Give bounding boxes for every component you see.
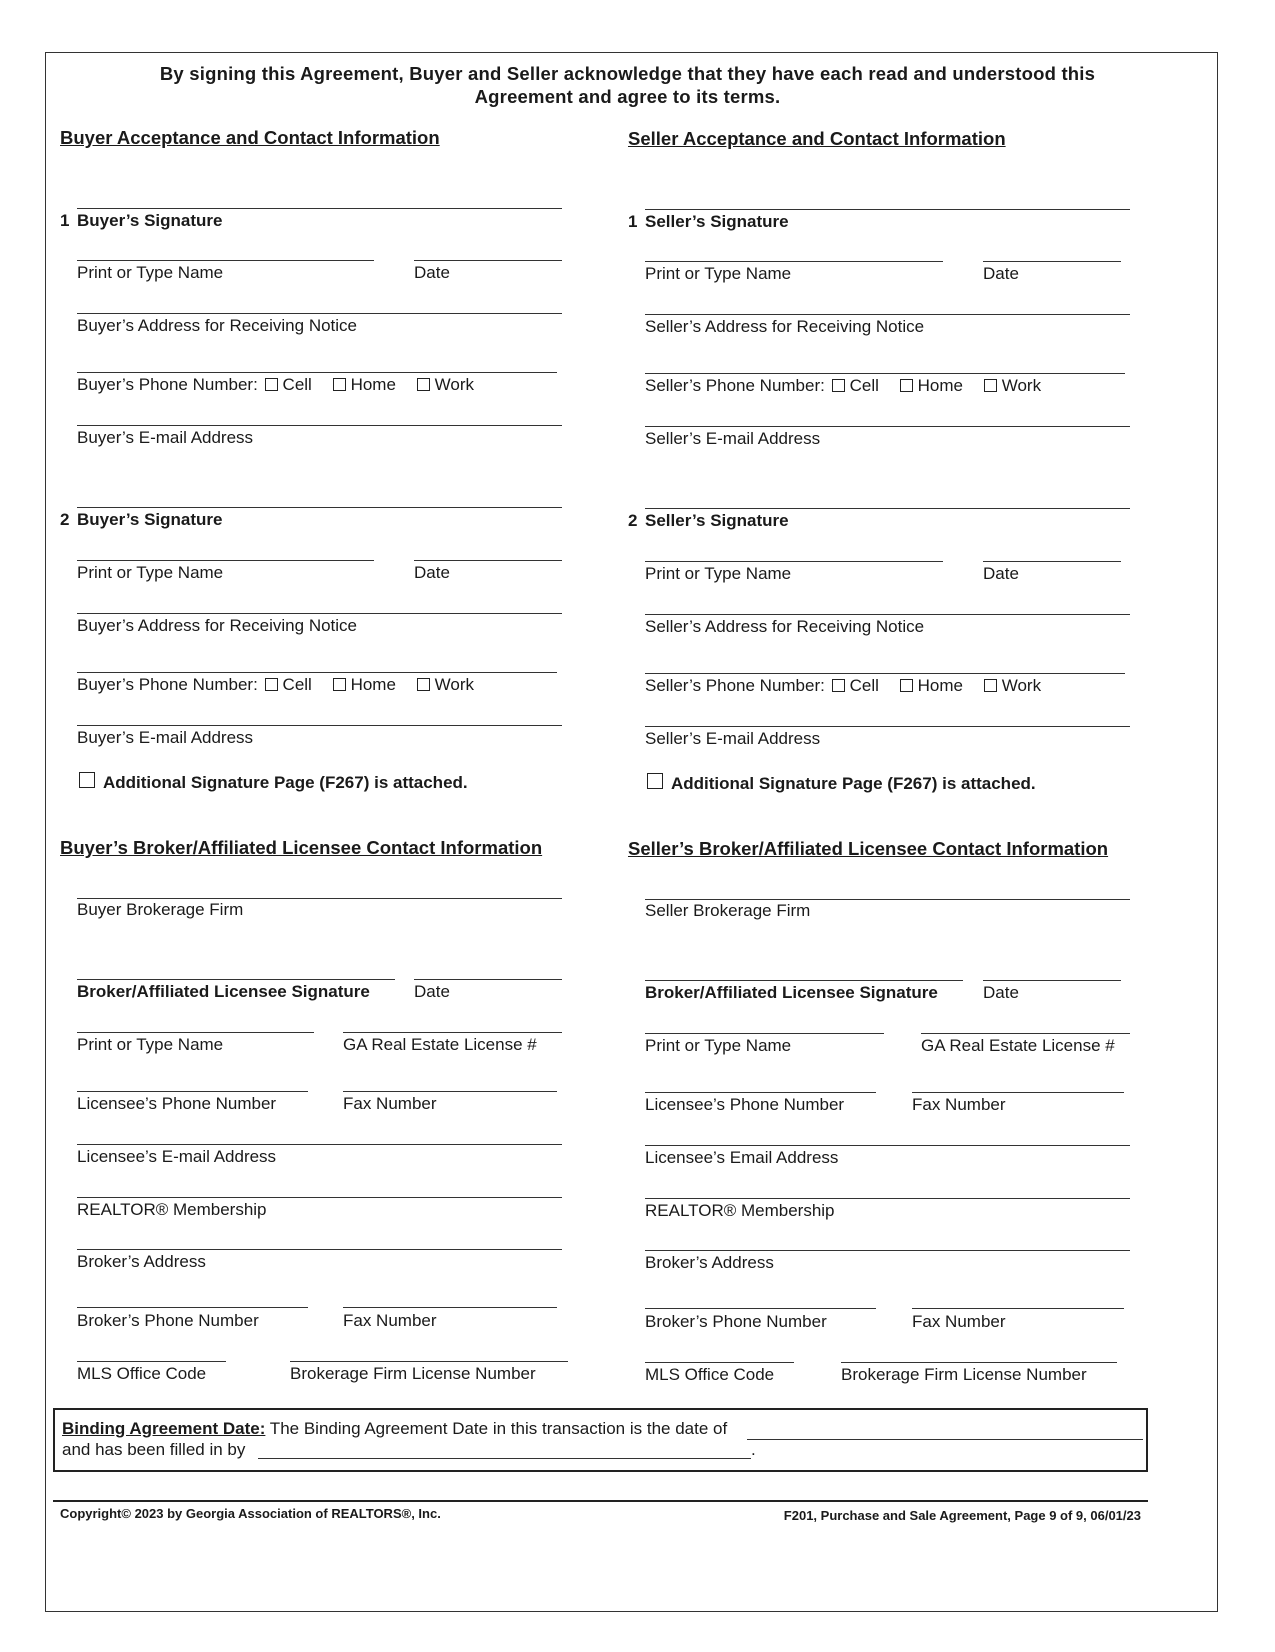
seller-licensee-email-label: Licensee’s Email Address xyxy=(645,1148,839,1167)
buyer-broker-phone-line[interactable] xyxy=(77,1307,308,1308)
buyer-licensee-fax-label: Fax Number xyxy=(343,1094,437,1113)
buyer-1-name-line[interactable] xyxy=(77,260,374,261)
seller-firm-license-line[interactable] xyxy=(841,1362,1117,1363)
buyer-broker-fax-label: Fax Number xyxy=(343,1311,437,1330)
buyer-1-phone-label: Buyer’s Phone Number: Cell Home Work xyxy=(77,375,475,394)
seller-2-date-label: Date xyxy=(983,564,1019,583)
buyer-2-address-line[interactable] xyxy=(77,613,562,614)
seller-1-phone-line[interactable] xyxy=(645,373,1125,374)
seller-2-phone-line[interactable] xyxy=(645,673,1125,674)
checkbox-icon[interactable] xyxy=(832,679,845,692)
buyer-mls-code-label: MLS Office Code xyxy=(77,1364,207,1383)
seller-licensee-phone-line[interactable] xyxy=(645,1092,876,1093)
buyer-broker-name-label: Print or Type Name xyxy=(77,1035,224,1054)
seller-1-address-line[interactable] xyxy=(645,314,1130,315)
buyer-1-date-line[interactable] xyxy=(414,260,562,261)
buyer-additional-signature-page: Additional Signature Page (F267) is attached. xyxy=(79,772,468,793)
buyer-2-date-label: Date xyxy=(414,563,450,582)
seller-broker-address-line[interactable] xyxy=(645,1250,1130,1251)
seller-additional-signature-page: Additional Signature Page (F267) is attached. xyxy=(647,773,1036,794)
checkbox-icon[interactable] xyxy=(417,678,430,691)
binding-agreement-text: The Binding Agreement Date in this transaction is the date of xyxy=(265,1419,728,1438)
seller-1-date-line[interactable] xyxy=(983,261,1121,262)
buyer-2-address-label: Buyer’s Address for Receiving Notice xyxy=(77,616,358,635)
buyer-broker-date-label: Date xyxy=(414,982,450,1001)
buyer-realtor-membership-line[interactable] xyxy=(77,1197,562,1198)
checkbox-icon[interactable] xyxy=(832,379,845,392)
seller-brokerage-firm-line[interactable] xyxy=(645,899,1130,900)
buyer-broker-address-label: Broker’s Address xyxy=(77,1252,206,1271)
seller-broker-date-label: Date xyxy=(983,983,1019,1002)
checkbox-icon[interactable] xyxy=(265,678,278,691)
checkbox-icon[interactable] xyxy=(417,378,430,391)
seller-2-signature-label: Seller’s Signature xyxy=(645,511,789,530)
seller-licensee-fax-label: Fax Number xyxy=(912,1095,1006,1114)
binding-filled-by-text: and has been filled in by xyxy=(62,1440,246,1459)
seller-2-email-label: Seller’s E-mail Address xyxy=(645,729,821,748)
seller-licensee-phone-label: Licensee’s Phone Number xyxy=(645,1095,845,1114)
seller-2-number: 2 xyxy=(628,511,638,530)
buyer-1-number: 1 xyxy=(60,211,70,230)
seller-broker-date-line[interactable] xyxy=(983,980,1121,981)
buyer-brokerage-firm-label: Buyer Brokerage Firm xyxy=(77,900,244,919)
buyer-brokerage-firm-line[interactable] xyxy=(77,898,562,899)
seller-1-email-line[interactable] xyxy=(645,426,1130,427)
seller-mls-code-label: MLS Office Code xyxy=(645,1365,775,1384)
acknowledgement-text: By signing this Agreement, Buyer and Seller acknowledge that they have each read and understood this Agreement and agree to its terms. xyxy=(159,63,1096,107)
checkbox-icon[interactable] xyxy=(333,678,346,691)
seller-2-signature-line[interactable] xyxy=(645,508,1130,509)
buyer-1-signature-line[interactable] xyxy=(77,208,562,209)
seller-realtor-membership-line[interactable] xyxy=(645,1198,1130,1199)
buyer-licensee-email-line[interactable] xyxy=(77,1144,562,1145)
seller-brokerage-firm-label: Seller Brokerage Firm xyxy=(645,901,811,920)
seller-2-date-line[interactable] xyxy=(983,561,1121,562)
buyer-broker-fax-line[interactable] xyxy=(343,1307,557,1308)
buyer-2-date-line[interactable] xyxy=(414,560,562,561)
seller-broker-address-label: Broker’s Address xyxy=(645,1253,774,1272)
seller-broker-fax-line[interactable] xyxy=(912,1308,1124,1309)
checkbox-icon[interactable] xyxy=(984,679,997,692)
seller-firm-license-label: Brokerage Firm License Number xyxy=(841,1365,1087,1384)
checkbox-icon[interactable] xyxy=(647,773,663,789)
binding-agreement-heading: Binding Agreement Date: xyxy=(62,1419,266,1438)
buyer-2-phone-line[interactable] xyxy=(77,672,557,673)
buyer-2-email-label: Buyer’s E-mail Address xyxy=(77,728,254,747)
buyer-broker-license-line[interactable] xyxy=(343,1032,562,1033)
buyer-broker-signature-line[interactable] xyxy=(77,979,395,980)
seller-broker-phone-line[interactable] xyxy=(645,1308,876,1309)
buyer-broker-signature-label: Broker/Affiliated Licensee Signature xyxy=(77,982,370,1001)
seller-2-name-line[interactable] xyxy=(645,561,943,562)
buyer-2-name-line[interactable] xyxy=(77,560,374,561)
seller-licensee-email-line[interactable] xyxy=(645,1145,1130,1146)
binding-agreement-box xyxy=(53,1408,1148,1472)
seller-1-phone-label: Seller’s Phone Number: Cell Home Work xyxy=(645,376,1042,395)
buyer-firm-license-line[interactable] xyxy=(290,1361,568,1362)
seller-realtor-membership-label: REALTOR® Membership xyxy=(645,1201,835,1220)
seller-column xyxy=(628,0,1148,1460)
footer-form-id: F201, Purchase and Sale Agreement, Page 9 of 9, 06/01/23 xyxy=(783,1508,1141,1523)
seller-2-phone-label: Seller’s Phone Number: Cell Home Work xyxy=(645,676,1042,695)
buyer-2-phone-label: Buyer’s Phone Number: Cell Home Work xyxy=(77,675,475,694)
buyer-broker-address-line[interactable] xyxy=(77,1249,562,1250)
seller-1-name-label: Print or Type Name xyxy=(645,264,792,283)
seller-broker-signature-label: Broker/Affiliated Licensee Signature xyxy=(645,983,938,1002)
checkbox-icon[interactable] xyxy=(900,379,913,392)
buyer-acceptance-heading: Buyer Acceptance and Contact Information xyxy=(60,127,440,148)
seller-broker-license-label: GA Real Estate License # xyxy=(921,1036,1115,1055)
binding-filled-by-line[interactable] xyxy=(258,1458,751,1459)
seller-licensee-fax-line[interactable] xyxy=(912,1092,1124,1093)
binding-date-line[interactable] xyxy=(747,1439,1143,1440)
footer-rule xyxy=(53,1500,1148,1502)
checkbox-icon[interactable] xyxy=(79,772,95,788)
buyer-firm-license-label: Brokerage Firm License Number xyxy=(290,1364,536,1383)
binding-period: . xyxy=(751,1440,756,1459)
buyer-licensee-email-label: Licensee’s E-mail Address xyxy=(77,1147,277,1166)
seller-1-email-label: Seller’s E-mail Address xyxy=(645,429,821,448)
seller-1-signature-label: Seller’s Signature xyxy=(645,212,789,231)
buyer-licensee-phone-line[interactable] xyxy=(77,1091,308,1092)
seller-broker-name-label: Print or Type Name xyxy=(645,1036,792,1055)
seller-2-email-line[interactable] xyxy=(645,726,1130,727)
buyer-licensee-phone-label: Licensee’s Phone Number xyxy=(77,1094,277,1113)
checkbox-icon[interactable] xyxy=(333,378,346,391)
seller-2-address-line[interactable] xyxy=(645,614,1130,615)
buyer-2-email-line[interactable] xyxy=(77,725,562,726)
seller-broker-name-line[interactable] xyxy=(645,1033,884,1034)
seller-mls-code-line[interactable] xyxy=(645,1362,794,1363)
buyer-1-address-line[interactable] xyxy=(77,313,562,314)
seller-broker-phone-label: Broker’s Phone Number xyxy=(645,1312,827,1331)
seller-broker-fax-label: Fax Number xyxy=(912,1312,1006,1331)
seller-broker-license-line[interactable] xyxy=(921,1033,1130,1034)
buyer-1-email-label: Buyer’s E-mail Address xyxy=(77,428,254,447)
seller-1-signature-line[interactable] xyxy=(645,209,1130,210)
buyer-broker-heading: Buyer’s Broker/Affiliated Licensee Contact Information xyxy=(60,837,543,858)
seller-acceptance-heading: Seller Acceptance and Contact Information xyxy=(628,128,1006,149)
seller-1-date-label: Date xyxy=(983,264,1019,283)
buyer-1-address-label: Buyer’s Address for Receiving Notice xyxy=(77,316,358,335)
footer-copyright: Copyright© 2023 by Georgia Association of REALTORS®, Inc. xyxy=(60,1506,441,1521)
seller-1-name-line[interactable] xyxy=(645,261,943,262)
buyer-licensee-fax-line[interactable] xyxy=(343,1091,557,1092)
checkbox-icon[interactable] xyxy=(900,679,913,692)
seller-broker-heading: Seller’s Broker/Affiliated Licensee Contact Information xyxy=(628,838,1109,859)
checkbox-icon[interactable] xyxy=(265,378,278,391)
checkbox-icon[interactable] xyxy=(984,379,997,392)
buyer-broker-date-line[interactable] xyxy=(414,979,562,980)
buyer-2-signature-line[interactable] xyxy=(77,507,562,508)
buyer-2-number: 2 xyxy=(60,510,70,529)
buyer-2-signature-label: Buyer’s Signature xyxy=(77,510,223,529)
buyer-realtor-membership-label: REALTOR® Membership xyxy=(77,1200,267,1219)
seller-1-address-label: Seller’s Address for Receiving Notice xyxy=(645,317,925,336)
buyer-column xyxy=(60,0,580,1460)
buyer-mls-code-line[interactable] xyxy=(77,1361,226,1362)
buyer-1-date-label: Date xyxy=(414,263,450,282)
buyer-1-email-line[interactable] xyxy=(77,425,562,426)
seller-1-number: 1 xyxy=(628,212,638,231)
seller-2-name-label: Print or Type Name xyxy=(645,564,792,583)
buyer-broker-license-label: GA Real Estate License # xyxy=(343,1035,537,1054)
buyer-broker-phone-label: Broker’s Phone Number xyxy=(77,1311,259,1330)
buyer-1-name-label: Print or Type Name xyxy=(77,263,224,282)
buyer-1-signature-label: Buyer’s Signature xyxy=(77,211,223,230)
seller-broker-signature-line[interactable] xyxy=(645,980,963,981)
buyer-broker-name-line[interactable] xyxy=(77,1032,314,1033)
seller-2-address-label: Seller’s Address for Receiving Notice xyxy=(645,617,925,636)
buyer-1-phone-line[interactable] xyxy=(77,372,557,373)
buyer-2-name-label: Print or Type Name xyxy=(77,563,224,582)
